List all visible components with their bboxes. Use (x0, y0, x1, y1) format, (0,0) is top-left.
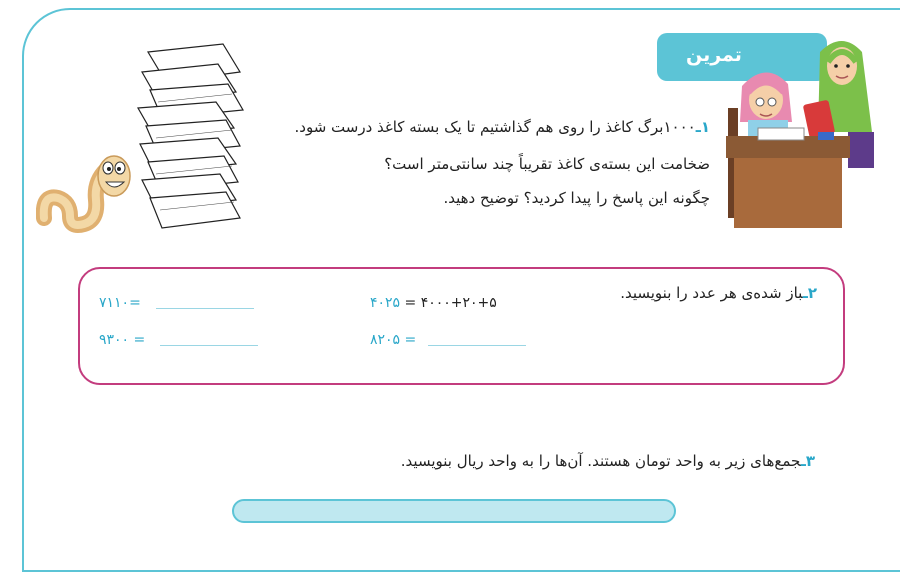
q2-expansion-4-number: ۹۳۰۰ = (99, 332, 146, 348)
q2-number: ۲ـ (802, 284, 817, 302)
q2-expansion-3-answer-line[interactable] (156, 308, 254, 309)
bottom-table-header (232, 499, 676, 523)
exercise-header-label: تمرین (686, 44, 742, 66)
q2-expansion-1-sum: = ۴۰۰۰+۲۰+۵ (404, 295, 497, 311)
q2-expansion-4-answer-line[interactable] (160, 345, 258, 346)
q2-expansion-2-answer-line[interactable] (428, 345, 526, 346)
q3-prompt-text: جمع‌های زیر به واحد تومان هستند. آن‌ها را به واحد ریال بنویسید. (400, 452, 801, 470)
q2-expansion-2-number: ۸۲۰۵ = (370, 332, 417, 348)
kids-at-desk-illustration (722, 22, 882, 228)
q1-number: ۱ـ (695, 118, 710, 136)
q1-line-2: ضخامت این بسته‌ی کاغذ تقریباً چند سانتی‌متر است؟ (384, 155, 710, 173)
q1-line-1-text: ۱۰۰۰برگ کاغذ را روی هم گذاشتیم تا یک بسته کاغذ درست شود. (294, 118, 696, 136)
paper-stack-illustration (128, 42, 250, 238)
q2-prompt-text: باز شده‌ی هر عدد را بنویسید. (620, 284, 803, 302)
q1-line-1 (295, 118, 711, 136)
q1-line-3: چگونه این پاسخ را پیدا کردید؟ توضیح دهید. (443, 189, 710, 207)
q2-prompt (620, 284, 817, 302)
q3-number: ۳ـ (800, 452, 815, 470)
q2-expansion-1-number: ۴۰۲۵ (370, 295, 401, 311)
worm-illustration (36, 154, 132, 234)
q3-prompt (401, 452, 815, 470)
q2-expansion-1 (370, 295, 497, 311)
q2-expansion-3-number: ۷۱۱۰= (99, 295, 141, 311)
